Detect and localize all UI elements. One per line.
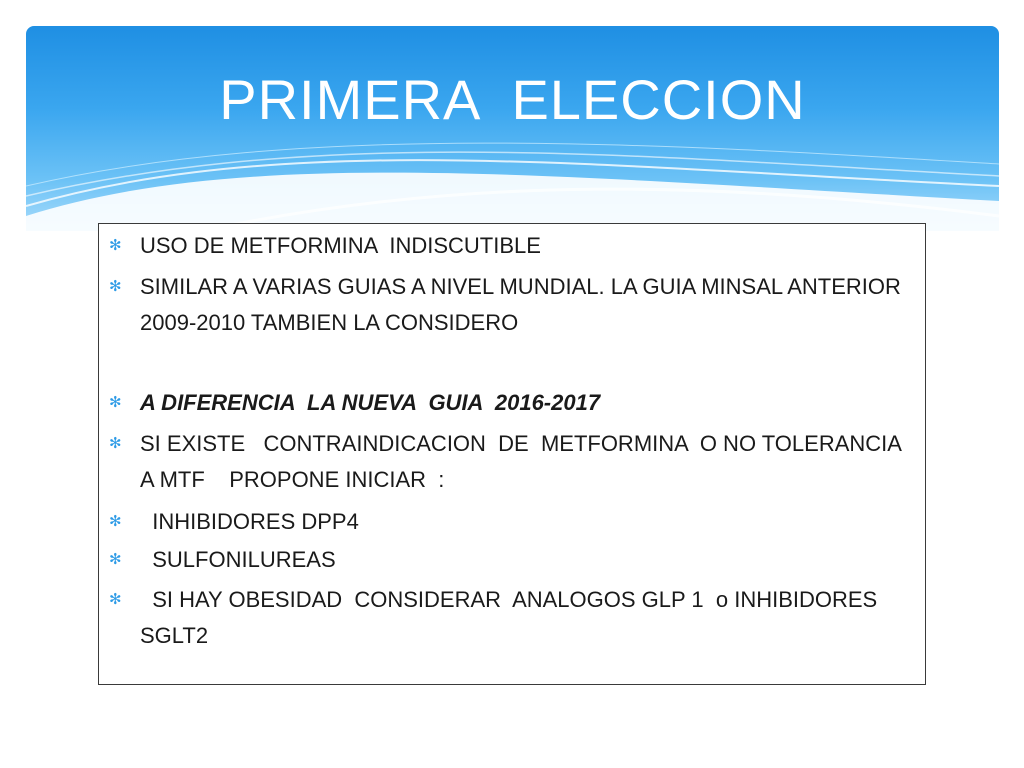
bullet-text: SI EXISTE CONTRAINDICACION DE METFORMINA O NO TOLERANCIA A MTF PROPONE INICIAR : <box>140 431 912 492</box>
asterisk-bullet-icon: ✻ <box>109 551 122 568</box>
bullet-text: SIMILAR A VARIAS GUIAS A NIVEL MUNDIAL. LA GUIA MINSAL ANTERIOR 2009-2010 TAMBIEN LA CONSIDERO <box>140 274 907 335</box>
asterisk-bullet-icon: ✻ <box>109 278 122 295</box>
slide-title: PRIMERA ELECCION <box>219 68 806 131</box>
asterisk-bullet-icon: ✻ <box>109 237 122 254</box>
bullet-item <box>99 426 925 498</box>
asterisk-bullet-icon: ✻ <box>109 435 122 452</box>
bullet-text: A DIFERENCIA LA NUEVA GUIA 2016-2017 <box>140 390 601 415</box>
bullet-text: SI HAY OBESIDAD CONSIDERAR ANALOGOS GLP 1 o INHIBIDORES SGLT2 <box>140 587 890 648</box>
asterisk-bullet-icon: ✻ <box>109 394 122 411</box>
asterisk-bullet-icon: ✻ <box>109 591 122 608</box>
bullet-text: USO DE METFORMINA INDISCUTIBLE <box>140 233 541 258</box>
bullet-item <box>99 542 925 578</box>
bullet-item <box>99 504 925 540</box>
bullet-item <box>99 582 925 654</box>
bullet-text: INHIBIDORES DPP4 <box>140 509 359 534</box>
bullet-item <box>99 228 925 264</box>
content-box <box>98 223 926 685</box>
asterisk-bullet-icon: ✻ <box>109 513 122 530</box>
bullet-text: SULFONILUREAS <box>140 547 336 572</box>
bullet-item <box>99 269 925 341</box>
bullet-item <box>99 385 925 421</box>
